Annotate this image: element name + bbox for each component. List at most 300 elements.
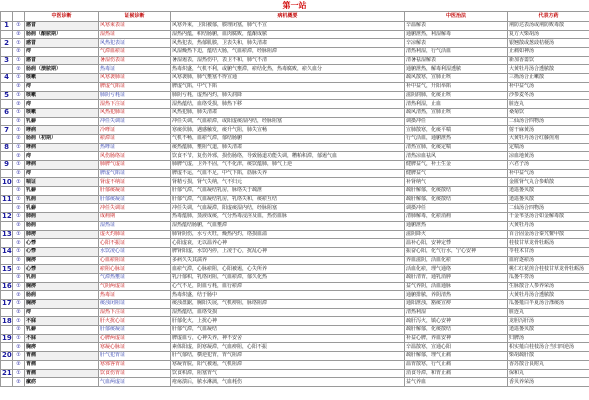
diagnosis-cell[interactable]: 感冒 — [25, 56, 99, 65]
diagnosis-cell[interactable]: 肠痈 — [25, 221, 99, 230]
pathogenesis-cell[interactable]: 肝气郁结，横逆犯胃，胃气阻滞 — [171, 352, 405, 361]
treatment-cell[interactable]: 清暑祛湿解表 — [405, 56, 508, 65]
item-marker[interactable]: ① — [13, 265, 25, 274]
item-marker[interactable]: ① — [13, 143, 25, 152]
group-index[interactable]: 1 — [1, 22, 13, 31]
syndrome-cell[interactable]: 心阳不振证 — [99, 239, 171, 248]
table-row[interactable] — [1, 239, 589, 248]
item-marker[interactable]: ① — [13, 22, 25, 31]
group-index[interactable]: 19 — [2, 334, 12, 343]
item-marker[interactable]: ② — [13, 100, 25, 109]
prescription-cell[interactable]: 大黄牡丹汤合透脓散 — [508, 65, 589, 74]
treatment-cell[interactable]: 调摄冲任 — [405, 117, 508, 126]
prescription-cell[interactable]: 逍遥蒌贝散 — [508, 195, 589, 204]
group-index[interactable]: 21 — [2, 369, 12, 377]
treatment-cell[interactable]: 养血滋阴，活血化瘀 — [405, 256, 508, 265]
syndrome-cell[interactable]: 水饮凌心证 — [99, 247, 171, 256]
item-marker[interactable]: ② — [13, 239, 25, 248]
treatment-cell[interactable]: 清肺解毒，化瘀消痈 — [405, 213, 508, 222]
syndrome-cell[interactable]: 冷哮证 — [99, 126, 171, 135]
syndrome-cell[interactable]: 肝郁痰凝证 — [99, 187, 171, 196]
diagnosis-cell[interactable]: 感冒 — [25, 22, 99, 31]
syndrome-cell[interactable]: 气滞血瘀证 — [99, 48, 171, 57]
treatment-cell[interactable]: 健脾益气，补土生金 — [405, 161, 508, 170]
pathogenesis-cell[interactable]: 肝郁气滞，气血凝结乳房，脉络失于疏泄 — [171, 187, 405, 196]
prescription-cell[interactable]: 瓜蒌薤白半夏汤合涤痰汤 — [508, 300, 589, 309]
item-marker[interactable]: ① — [13, 317, 25, 326]
item-marker[interactable]: ② — [13, 82, 25, 91]
item-marker[interactable]: ① — [13, 334, 25, 343]
diagnosis-cell[interactable]: 胸痹 — [25, 282, 99, 291]
group-index[interactable] — [1, 343, 13, 352]
treatment-cell[interactable]: 疏肝解郁，化痰散结 — [405, 195, 508, 204]
syndrome-cell[interactable]: 肺阴亏耗证 — [99, 91, 171, 100]
diagnosis-cell[interactable]: 胸痹 — [25, 300, 99, 309]
group-index[interactable] — [1, 65, 13, 74]
diagnosis-cell[interactable]: 咳嗽 — [25, 74, 99, 83]
syndrome-cell[interactable]: 暑湿伤表证 — [99, 56, 171, 65]
syndrome-cell[interactable]: 瘀阻心脉证 — [99, 265, 171, 274]
pathogenesis-cell[interactable]: 湿热内蕴，积结肠腑，血肉腐败，蕴酿成脓 — [171, 30, 405, 39]
syndrome-cell[interactable]: 成痈期 — [99, 213, 171, 222]
treatment-cell[interactable]: 益气养血 — [405, 378, 508, 387]
pathogenesis-cell[interactable]: 多病久失其濡养 — [171, 256, 405, 265]
column-header[interactable]: 证候诊断 — [99, 12, 171, 22]
pathogenesis-cell[interactable]: 风寒袭肺，肺气壅塞不得宣通 — [171, 74, 405, 83]
group-index[interactable] — [1, 82, 13, 91]
prescription-cell[interactable]: 柴胡疏肝散 — [508, 352, 589, 361]
diagnosis-cell[interactable]: 痔 — [25, 152, 99, 161]
item-marker[interactable]: ② — [13, 308, 25, 317]
diagnosis-cell[interactable]: 肺痈 — [25, 213, 99, 222]
treatment-cell[interactable]: 疏风散寒，宣肺止咳 — [405, 74, 508, 83]
table-row[interactable] — [1, 256, 589, 265]
table-row[interactable] — [1, 178, 589, 187]
item-marker[interactable]: ② — [13, 187, 25, 196]
table-row[interactable] — [1, 221, 589, 230]
prescription-cell[interactable]: 香苏散合良附丸 — [508, 360, 589, 369]
syndrome-cell[interactable]: 湿热下注证 — [99, 100, 171, 109]
syndrome-cell[interactable]: 脾虚气陷证 — [99, 169, 171, 178]
treatment-cell[interactable]: 振奋心阳，化气行水，宁心安神 — [405, 247, 508, 256]
column-header[interactable]: 代表方药 — [508, 12, 589, 22]
treatment-cell[interactable]: 辛温解表 — [405, 22, 508, 31]
group-index[interactable] — [1, 134, 13, 143]
group-index[interactable] — [1, 30, 13, 39]
group-index[interactable]: 9 — [1, 161, 13, 170]
treatment-cell[interactable]: 滋阴降火 — [405, 230, 508, 239]
table-row[interactable] — [1, 91, 589, 100]
group-index[interactable]: 4 — [1, 74, 13, 83]
diagnosis-cell[interactable]: 肠痈（酿脓期） — [25, 30, 99, 39]
syndrome-cell[interactable]: 肺脾气虚证 — [99, 161, 171, 170]
diagnosis-cell[interactable]: 心悸 — [25, 247, 99, 256]
treatment-cell[interactable]: 清热宣肺，化痰定喘 — [405, 143, 508, 152]
diagnosis-cell[interactable]: 乳癖 — [25, 187, 99, 196]
syndrome-cell[interactable]: 冲任失调证 — [99, 204, 171, 213]
table-row[interactable] — [1, 273, 589, 282]
group-index[interactable]: 5 — [1, 91, 13, 100]
syndrome-cell[interactable]: 瘀滞证 — [99, 134, 171, 143]
treatment-cell[interactable]: 疏肝解郁，化痰散结 — [405, 187, 508, 196]
table-row[interactable] — [1, 308, 589, 317]
diagnosis-cell[interactable]: 痔 — [25, 169, 99, 178]
treatment-cell[interactable]: 温补心阳，安神定悸 — [405, 239, 508, 248]
table-row[interactable] — [1, 143, 589, 152]
syndrome-cell[interactable]: 风伤肠络证 — [99, 152, 171, 161]
diagnosis-cell[interactable]: 胸痹 — [25, 256, 99, 265]
pathogenesis-cell[interactable]: 乳汁郁积，乳络闭阻，气血瘀滞，郁久化热 — [171, 273, 405, 282]
table-row[interactable] — [1, 134, 589, 143]
table-row[interactable] — [1, 126, 589, 135]
pathogenesis-cell[interactable]: 热毒蕴肺，蒸液成痰，气分热毒浸淫及血，热伤血脉 — [171, 213, 405, 222]
pathogenesis-cell[interactable]: 湿热蕴结，血络受损 — [171, 308, 405, 317]
prescription-cell[interactable]: 射干麻黄汤 — [508, 126, 589, 135]
item-marker[interactable]: ② — [13, 343, 25, 352]
item-marker[interactable]: ① — [13, 74, 25, 83]
pathogenesis-cell[interactable]: 心气不足，阴血亏耗，血行瘀滞 — [171, 282, 405, 291]
prescription-cell[interactable]: 桑菊饮 — [508, 108, 589, 117]
prescription-cell[interactable]: 荆防达表汤或荆防败毒散 — [508, 22, 589, 31]
table-row[interactable] — [1, 213, 589, 222]
prescription-cell[interactable]: 归脾汤 — [508, 334, 589, 343]
prescription-cell[interactable]: 苓桂术甘汤 — [508, 247, 589, 256]
pathogenesis-cell[interactable]: 热毒炽盛，气机不利，或腑气壅滞，瘀结化热，热毒腐败，瘀久血分 — [171, 65, 405, 74]
item-marker[interactable]: ② — [13, 360, 25, 369]
treatment-cell[interactable]: 疏肝解郁，化痰散结 — [405, 326, 508, 335]
pathogenesis-cell[interactable]: 脾肾阳虚，水饮内停，上凌于心，扰乱心神 — [171, 247, 405, 256]
syndrome-cell[interactable]: 肝郁痰凝证 — [99, 195, 171, 204]
table-row[interactable] — [1, 326, 589, 335]
table-row[interactable] — [1, 152, 589, 161]
table-row[interactable] — [1, 360, 589, 369]
syndrome-cell[interactable]: 饮食伤胃证 — [99, 369, 171, 378]
prescription-cell[interactable]: 脏连丸 — [508, 308, 589, 317]
group-index[interactable]: 11 — [2, 195, 12, 204]
group-index[interactable]: 2 — [1, 39, 13, 48]
diagnosis-cell[interactable]: 痔 — [25, 82, 99, 91]
treatment-cell[interactable]: 益气养阴，活血通脉 — [405, 282, 508, 291]
group-index[interactable]: 17 — [2, 299, 12, 308]
prescription-cell[interactable]: 香贝养荣汤 — [508, 378, 589, 387]
diagnosis-cell[interactable]: 乳癖 — [25, 204, 99, 213]
diagnosis-cell[interactable]: 咳嗽 — [25, 91, 99, 100]
pathogenesis-cell[interactable]: 脾虚气陷，中气下陷 — [171, 82, 405, 91]
group-index[interactable]: 18 — [2, 316, 12, 325]
prescription-cell[interactable]: 沙参麦冬汤 — [508, 91, 589, 100]
prescription-cell[interactable]: 止痛如神汤 — [508, 48, 589, 57]
treatment-cell[interactable]: 疏风清热，宣肺止咳 — [405, 108, 508, 117]
syndrome-cell[interactable]: 热毒证 — [99, 65, 171, 74]
table-row[interactable] — [1, 30, 589, 39]
group-index[interactable] — [1, 308, 13, 317]
diagnosis-cell[interactable]: 肠痈（溃脓期） — [25, 65, 99, 74]
table-row[interactable] — [1, 343, 589, 352]
prescription-cell[interactable]: 三拗汤合止嗽散 — [508, 74, 589, 83]
diagnosis-cell[interactable]: 哮病 — [25, 126, 99, 135]
syndrome-cell[interactable]: 湿热下注证 — [99, 308, 171, 317]
syndrome-cell[interactable]: 热毒证 — [99, 291, 171, 300]
group-index[interactable] — [1, 273, 13, 282]
prescription-cell[interactable]: 桃仁红花煎合桂枝甘草龙骨牡蛎汤 — [508, 265, 589, 274]
group-index[interactable] — [1, 291, 13, 300]
treatment-cell[interactable]: 通腑泄热 — [405, 221, 508, 230]
table-row[interactable] — [1, 169, 589, 178]
group-index[interactable]: 6 — [1, 108, 13, 117]
diagnosis-cell[interactable]: 乳癖 — [25, 326, 99, 335]
table-row[interactable] — [1, 369, 589, 378]
table-row[interactable] — [1, 39, 589, 48]
item-marker[interactable]: ① — [13, 213, 25, 222]
group-index[interactable]: 10 — [2, 177, 12, 186]
diagnosis-cell[interactable]: 肺痨 — [25, 230, 99, 239]
group-index[interactable] — [1, 256, 13, 265]
item-marker[interactable]: ② — [13, 117, 25, 126]
group-index[interactable] — [1, 152, 13, 161]
treatment-cell[interactable]: 宣肺散寒，化痰平喘 — [405, 126, 508, 135]
pathogenesis-cell[interactable]: 热毒炽盛，结于肠中 — [171, 291, 405, 300]
prescription-cell[interactable]: 千金苇茎汤合如金解毒散 — [508, 213, 589, 222]
item-marker[interactable]: ② — [13, 30, 25, 39]
prescription-cell[interactable]: 逍遥蒌贝散 — [508, 326, 589, 335]
item-marker[interactable]: ① — [13, 195, 25, 204]
pathogenesis-cell[interactable]: 肺阴亏耗，虚热内灼，肺失润降 — [171, 91, 405, 100]
prescription-cell[interactable]: 桂枝甘草龙骨牡蛎汤 — [508, 239, 589, 248]
prescription-cell[interactable]: 大黄牡丹汤合红藤煎剂 — [508, 134, 589, 143]
pathogenesis-cell[interactable]: 湿热蕴结，血络受损，肺热下移 — [171, 100, 405, 109]
table-row[interactable] — [1, 282, 589, 291]
pathogenesis-cell[interactable]: 暑湿遏表，湿热伤中，表卫不和，肺气不清 — [171, 56, 405, 65]
pathogenesis-cell[interactable]: 肺脾气虚，卫外不固，气不化津，痰饮蕴肺，肺气上逆 — [171, 161, 405, 170]
diagnosis-cell[interactable]: 哮病 — [25, 143, 99, 152]
item-marker[interactable]: ① — [13, 178, 25, 187]
item-marker[interactable]: ① — [13, 352, 25, 361]
prescription-cell[interactable]: 大黄牡丹汤 — [508, 221, 589, 230]
table-row[interactable] — [1, 65, 589, 74]
group-index[interactable] — [1, 239, 13, 248]
treatment-cell[interactable]: 清热利湿，止血 — [405, 100, 508, 109]
diagnosis-cell[interactable]: 肠痈 — [25, 291, 99, 300]
treatment-cell[interactable]: 补益心脾，养血安神 — [405, 334, 508, 343]
group-index[interactable] — [1, 48, 13, 57]
item-marker[interactable]: ② — [13, 134, 25, 143]
syndrome-cell[interactable]: 风寒束表证 — [99, 22, 171, 31]
syndrome-cell[interactable]: 气阴两虚证 — [99, 282, 171, 291]
pathogenesis-cell[interactable]: 脾虚血亏，心神失养，神不安舍 — [171, 334, 405, 343]
syndrome-cell[interactable]: 热哮证 — [99, 143, 171, 152]
diagnosis-cell[interactable]: 不寐 — [25, 317, 99, 326]
item-marker[interactable]: ② — [13, 256, 25, 265]
pathogenesis-cell[interactable]: 气机不畅，血瘀气滞，郁结肠腑 — [171, 134, 405, 143]
group-index[interactable]: 3 — [1, 56, 13, 65]
group-index[interactable]: 7 — [1, 126, 13, 135]
diagnosis-cell[interactable]: 肠痈（初期） — [25, 134, 99, 143]
item-marker[interactable]: ② — [13, 152, 25, 161]
column-header[interactable]: 中医诊断 — [25, 12, 99, 22]
group-index[interactable] — [1, 378, 13, 387]
table-row[interactable] — [1, 195, 589, 204]
syndrome-cell[interactable]: 风寒袭肺证 — [99, 74, 171, 83]
diagnosis-cell[interactable]: 痔 — [25, 48, 99, 57]
item-marker[interactable]: ② — [13, 291, 25, 300]
pathogenesis-cell[interactable]: 痰浊盘踞，胸阳失展，气机痹阻，脉络阻滞 — [171, 300, 405, 309]
treatment-cell[interactable]: 通腑排脓，养阴清热 — [405, 291, 508, 300]
item-marker[interactable]: ① — [13, 300, 25, 309]
group-index[interactable]: 8 — [1, 143, 13, 152]
group-index[interactable] — [1, 187, 13, 196]
syndrome-cell[interactable]: 气血两虚证 — [99, 378, 171, 387]
diagnosis-cell[interactable]: 喘证 — [25, 178, 99, 187]
item-marker[interactable]: ① — [13, 108, 25, 117]
syndrome-cell[interactable]: 风热犯肺证 — [99, 108, 171, 117]
syndrome-cell[interactable]: 风热犯表证 — [99, 39, 171, 48]
item-marker[interactable]: ② — [13, 65, 25, 74]
prescription-cell[interactable]: 生脉散合人参养荣汤 — [508, 282, 589, 291]
prescription-cell[interactable]: 二仙汤合四物汤 — [508, 204, 589, 213]
pathogenesis-cell[interactable]: 肝郁化火，上扰心神 — [171, 317, 405, 326]
pathogenesis-cell[interactable]: 肝郁气滞，气血凝结乳房，乳络失和，痰瘀互结 — [171, 195, 405, 204]
table-row[interactable] — [1, 108, 589, 117]
treatment-cell[interactable]: 温胃散寒，行气止痛 — [405, 360, 508, 369]
prescription-cell[interactable]: 枳实薤白桂枝汤合当归四逆汤 — [508, 343, 589, 352]
syndrome-cell[interactable]: 寒凝心脉证 — [99, 343, 171, 352]
pathogenesis-cell[interactable]: 风寒外束，卫阳被郁，腠理闭塞，肺气不宣 — [171, 22, 405, 31]
group-index[interactable] — [1, 221, 13, 230]
table-row[interactable] — [1, 56, 589, 65]
pathogenesis-cell[interactable]: 肝郁气滞，气血凝结 — [171, 326, 405, 335]
diagnosis-cell[interactable]: 咳嗽 — [25, 108, 99, 117]
pathogenesis-cell[interactable]: 冲任失调，气血凝滞，阳虚痰湿内结，经脉阻塞 — [171, 204, 405, 213]
prescription-cell[interactable]: 金匮肾气丸合参蛤散 — [508, 178, 589, 187]
diagnosis-cell[interactable]: 胃痛 — [25, 360, 99, 369]
prescription-cell[interactable]: 瓜蒌牛蒡汤 — [508, 273, 589, 282]
treatment-cell[interactable]: 清热凉血祛风 — [405, 152, 508, 161]
pathogenesis-cell[interactable]: 痰热蕴肺，壅阻气道，肺失清肃 — [171, 143, 405, 152]
table-row[interactable] — [1, 22, 589, 31]
syndrome-cell[interactable]: 湿热证 — [99, 221, 171, 230]
prescription-cell[interactable]: 脏连丸 — [508, 100, 589, 109]
treatment-cell[interactable]: 清热利湿，行气活血 — [405, 48, 508, 57]
treatment-cell[interactable]: 疏肝解郁，理气止痛 — [405, 352, 508, 361]
treatment-cell[interactable]: 辛凉解表 — [405, 39, 508, 48]
table-row[interactable] — [1, 300, 589, 309]
diagnosis-cell[interactable]: 乳癖 — [25, 117, 99, 126]
table-row[interactable] — [1, 378, 589, 387]
syndrome-cell[interactable]: 肝气犯胃证 — [99, 352, 171, 361]
item-marker[interactable]: ① — [13, 56, 25, 65]
treatment-cell[interactable]: 疏肝清胃，通乳消肿 — [405, 273, 508, 282]
diagnosis-cell[interactable]: 心悸 — [25, 265, 99, 274]
diagnosis-cell[interactable]: 胃痛 — [25, 369, 99, 378]
prescription-cell[interactable]: 六君子汤 — [508, 161, 589, 170]
group-index[interactable]: 15 — [2, 264, 12, 273]
diagnosis-cell[interactable]: 感冒 — [25, 39, 99, 48]
item-marker[interactable]: ① — [13, 230, 25, 239]
treatment-cell[interactable]: 通腑泄热，解毒利湿透脓 — [405, 65, 508, 74]
diagnosis-cell[interactable]: 不寐 — [25, 334, 99, 343]
treatment-cell[interactable]: 消食导滞，和胃止痛 — [405, 369, 508, 378]
item-marker[interactable]: ① — [13, 39, 25, 48]
table-row[interactable] — [1, 82, 589, 91]
prescription-cell[interactable]: 银翘散或葱豉桔梗汤 — [508, 39, 589, 48]
prescription-cell[interactable]: 二仙汤合四物汤 — [508, 117, 589, 126]
treatment-cell[interactable]: 活血化瘀，理气通络 — [405, 265, 508, 274]
table-row[interactable] — [1, 74, 589, 83]
pathogenesis-cell[interactable]: 冲任失调，气血瘀滞，或阳虚痰湿内结，经脉阻塞 — [171, 117, 405, 126]
pathogenesis-cell[interactable]: 素体阳虚，阴寒凝滞，气血痹阻，心阳不振 — [171, 343, 405, 352]
group-index[interactable] — [1, 100, 13, 109]
table-row[interactable] — [1, 100, 589, 109]
pathogenesis-cell[interactable]: 饮食不节，复伤外邪，损伤肠络，导致肠道功能失调，糟粕积滞，郁遏气血 — [171, 152, 405, 161]
table-row[interactable] — [1, 117, 589, 126]
table-row[interactable] — [1, 48, 589, 57]
treatment-cell[interactable]: 清热利湿 — [405, 308, 508, 317]
syndrome-cell[interactable]: 肝火扰心证 — [99, 317, 171, 326]
item-marker[interactable]: ② — [13, 221, 25, 230]
group-index[interactable]: 20 — [2, 351, 12, 360]
table-row[interactable] — [1, 291, 589, 300]
pathogenesis-cell[interactable]: 寒凝胃脘，阳气被遏，气机阻滞 — [171, 360, 405, 369]
pathogenesis-cell[interactable]: 心阳虚衰，无以温养心神 — [171, 239, 405, 248]
item-marker[interactable]: ② — [13, 169, 25, 178]
treatment-cell[interactable]: 调摄冲任 — [405, 204, 508, 213]
prescription-cell[interactable]: 凉血地黄汤 — [508, 152, 589, 161]
treatment-cell[interactable]: 疏肝泻火，镇心安神 — [405, 317, 508, 326]
item-marker[interactable]: ① — [13, 126, 25, 135]
diagnosis-cell[interactable]: 胃痛 — [25, 352, 99, 361]
treatment-cell[interactable]: 通阳泄浊，豁痰宣痹 — [405, 300, 508, 309]
prescription-cell[interactable]: 逍遥蒌贝散 — [508, 187, 589, 196]
treatment-cell[interactable]: 滋阴润肺，化痰止咳 — [405, 91, 508, 100]
table-row[interactable] — [1, 352, 589, 361]
group-index[interactable] — [1, 117, 13, 126]
item-marker[interactable]: ① — [13, 247, 25, 256]
table-row[interactable] — [1, 187, 589, 196]
pathogenesis-cell[interactable]: 风湿燥热下迫，蕴结大肠，气血瘀滞，经脉阻滞 — [171, 48, 405, 57]
diagnosis-cell[interactable]: 乳痈 — [25, 273, 99, 282]
prescription-cell[interactable]: 大黄牡丹汤合透脓散 — [508, 291, 589, 300]
group-index[interactable] — [1, 204, 13, 213]
group-index[interactable]: 16 — [2, 282, 12, 290]
item-marker[interactable]: ① — [13, 161, 25, 170]
treatment-cell[interactable]: 健脾益气 — [405, 169, 508, 178]
table-row[interactable] — [1, 265, 589, 274]
pathogenesis-cell[interactable]: 疮疡溃后，脓水淋漓，气血耗伤 — [171, 378, 405, 387]
pathogenesis-cell[interactable]: 寒痰伏肺，遇感触发，痰升气阻，肺失宣畅 — [171, 126, 405, 135]
syndrome-cell[interactable]: 肾虚不纳证 — [99, 178, 171, 187]
prescription-cell[interactable]: 补中益气汤 — [508, 82, 589, 91]
table-row[interactable] — [1, 317, 589, 326]
item-marker[interactable]: ② — [13, 204, 25, 213]
syndrome-cell[interactable]: 肝郁痰凝证 — [99, 326, 171, 335]
diagnosis-cell[interactable]: 胸痹 — [25, 343, 99, 352]
item-marker[interactable]: ① — [13, 282, 25, 291]
column-header[interactable]: 中医治法 — [405, 12, 508, 22]
prescription-cell[interactable]: 新加香薷饮 — [508, 56, 589, 65]
item-marker[interactable]: ① — [13, 91, 25, 100]
syndrome-cell[interactable]: 心血瘀阻证 — [99, 256, 171, 265]
prescription-cell[interactable]: 定喘汤 — [508, 143, 589, 152]
treatment-cell[interactable]: 辛温散寒，宣通心阳 — [405, 343, 508, 352]
table-row[interactable] — [1, 247, 589, 256]
syndrome-cell[interactable]: 心脾两虚证 — [99, 334, 171, 343]
diagnosis-cell[interactable]: 瘰疬 — [25, 378, 99, 387]
item-marker[interactable]: ② — [13, 326, 25, 335]
group-index[interactable] — [1, 326, 13, 335]
syndrome-cell[interactable]: 痰浊闭阻证 — [99, 300, 171, 309]
prescription-cell[interactable]: 补中益气汤 — [508, 169, 589, 178]
syndrome-cell[interactable]: 寒邪客胃证 — [99, 360, 171, 369]
